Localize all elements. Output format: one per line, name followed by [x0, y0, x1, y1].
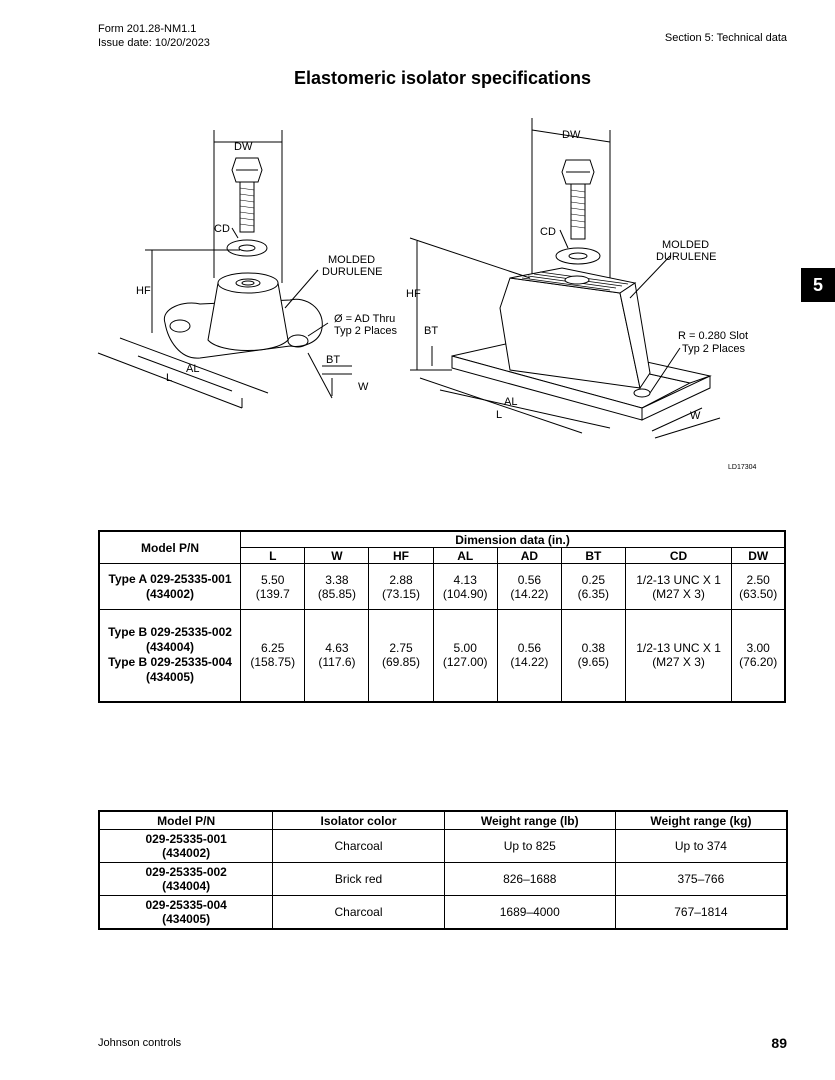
col-header: AL — [433, 548, 497, 564]
col-header: Model P/N — [99, 811, 273, 830]
dimension-table — [98, 530, 786, 703]
right-cd-label: CD — [540, 226, 556, 238]
drawing-ref: LD17304 — [728, 464, 757, 471]
kg-cell: Up to 374 — [615, 830, 787, 863]
value-cell: 4.13 (104.90) — [433, 564, 497, 610]
value-cell: 0.56 (14.22) — [497, 564, 561, 610]
left-ad-label: Ø = AD Thru — [334, 313, 396, 325]
lb-cell: 1689–4000 — [444, 896, 615, 929]
lb-cell: Up to 825 — [444, 830, 615, 863]
value-cell: 5.50 (139.7 — [241, 564, 305, 610]
right-al-label: AL — [504, 396, 518, 408]
left-cd-label: CD — [214, 223, 230, 235]
value-cell: 2.88 (73.15) — [369, 564, 433, 610]
value-cell: 0.38 (9.65) — [561, 610, 625, 702]
right-l-label: L — [496, 409, 503, 421]
value-cell: 0.56 (14.22) — [497, 610, 561, 702]
left-w-label: W — [358, 381, 369, 393]
isolator-drawing — [90, 108, 780, 478]
left-bt-label: BT — [326, 354, 341, 366]
kg-cell: 375–766 — [615, 863, 787, 896]
model-header: Model P/N — [99, 531, 241, 564]
value-cell: 5.00 (127.00) — [433, 610, 497, 702]
model-cell: 029-25335-001 (434002) — [99, 830, 273, 863]
kg-cell: 767–1814 — [615, 896, 787, 929]
model-cell: 029-25335-004 (434005) — [99, 896, 273, 929]
col-header: Weight range (lb) — [444, 811, 615, 830]
footer-company: Johnson controls — [98, 1037, 182, 1049]
col-header: AD — [497, 548, 561, 564]
table-row — [99, 896, 787, 929]
col-header: HF — [369, 548, 433, 564]
col-header: DW — [732, 548, 785, 564]
value-cell: 3.38 (85.85) — [305, 564, 369, 610]
page-title: Elastomeric isolator specifications — [293, 68, 592, 88]
model-cell: Type B 029-25335-002 (434004) Type B 029-25335-004 (434005) — [99, 610, 241, 702]
page-number: 89 — [771, 1035, 787, 1051]
right-bt-label: BT — [424, 325, 439, 337]
model-cell: 029-25335-002 (434004) — [99, 863, 273, 896]
value-cell: 0.25 (6.35) — [561, 564, 625, 610]
col-header: Isolator color — [273, 811, 444, 830]
value-cell: 4.63 (117.6) — [305, 610, 369, 702]
left-isolator-figure — [98, 130, 352, 408]
left-hf-label: HF — [136, 285, 151, 297]
col-header: BT — [561, 548, 625, 564]
issue-date: Issue date: 10/20/2023 — [98, 37, 210, 49]
value-cell: 6.25 (158.75) — [241, 610, 305, 702]
right-w-label: W — [690, 410, 701, 422]
table-row — [99, 830, 787, 863]
right-slot-label: R = 0.280 Slot — [678, 330, 749, 342]
left-dw-label: DW — [234, 141, 253, 153]
value-cell: 2.75 (69.85) — [369, 610, 433, 702]
value-cell: 1/2-13 UNC X 1 (M27 X 3) — [625, 564, 732, 610]
left-molded-label: MOLDED — [328, 254, 376, 266]
model-cell: Type A 029-25335-001 (434002) — [99, 564, 241, 610]
table-row — [99, 610, 785, 702]
table-row — [99, 863, 787, 896]
col-header: CD — [625, 548, 732, 564]
left-ad-places-label: Typ 2 Places — [334, 325, 397, 337]
right-molded-label: MOLDED — [662, 239, 710, 251]
right-durulene-label: DURULENE — [656, 251, 717, 263]
section-tab: 5 — [801, 268, 835, 302]
right-slot-places-label: Typ 2 Places — [682, 343, 745, 355]
left-al-label: AL — [186, 363, 200, 375]
form-number: Form 201.28-NM1.1 — [98, 23, 197, 35]
color-cell: Charcoal — [273, 830, 444, 863]
left-l-label: L — [166, 372, 173, 384]
right-dw-label: DW — [562, 129, 581, 141]
dimension-group-header: Dimension data (in.) — [241, 531, 785, 548]
table-row — [99, 564, 785, 610]
col-header: L — [241, 548, 305, 564]
lb-cell: 826–1688 — [444, 863, 615, 896]
left-durulene-label: DURULENE — [322, 266, 383, 278]
right-hf-label: HF — [406, 288, 421, 300]
color-cell: Charcoal — [273, 896, 444, 929]
value-cell: 1/2-13 UNC X 1 (M27 X 3) — [625, 610, 732, 702]
right-isolator-figure — [410, 118, 720, 438]
value-cell: 3.00 (76.20) — [732, 610, 785, 702]
color-cell: Brick red — [273, 863, 444, 896]
weight-table — [98, 810, 788, 930]
col-header: Weight range (kg) — [615, 811, 787, 830]
col-header: W — [305, 548, 369, 564]
section-label: Section 5: Technical data — [664, 32, 787, 44]
value-cell: 2.50 (63.50) — [732, 564, 785, 610]
